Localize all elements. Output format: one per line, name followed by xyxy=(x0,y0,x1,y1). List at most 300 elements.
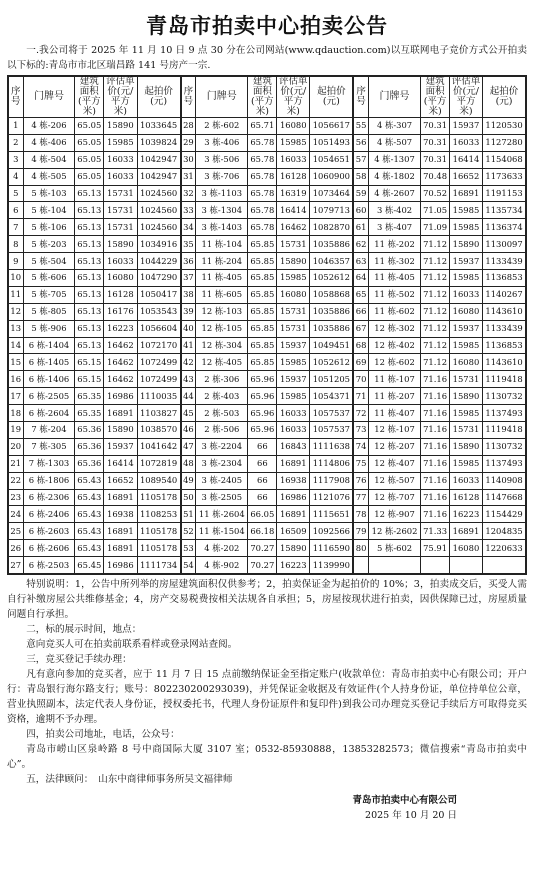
cell-unit: 12 栋-302 xyxy=(368,320,421,337)
cell-unit: 3 栋-2505 xyxy=(196,489,248,506)
table-row xyxy=(9,253,181,270)
cell-area: 71.09 xyxy=(421,219,450,236)
cell-start: 1054651 xyxy=(310,151,353,168)
cell-unit: 11 栋-1504 xyxy=(196,523,248,540)
header-area: 建筑面积(平方米) xyxy=(248,77,277,118)
cell-seq: 44 xyxy=(181,388,195,405)
cell-area: 65.85 xyxy=(248,270,277,287)
cell-area: 71.12 xyxy=(421,253,450,270)
cell-unit: 11 栋-2604 xyxy=(196,506,248,523)
cell-start: 1130732 xyxy=(483,438,526,455)
cell-unit: 11 栋-405 xyxy=(368,270,421,287)
table-row xyxy=(181,455,353,472)
header-area: 建筑面积(平方米) xyxy=(75,77,104,118)
cell-price: 16462 xyxy=(104,371,137,388)
cell-area: 65.78 xyxy=(248,219,277,236)
table-row xyxy=(9,168,181,185)
cell-unit: 5 栋-504 xyxy=(23,253,75,270)
cell-area: 71.16 xyxy=(421,506,450,523)
cell-price: 16033 xyxy=(104,151,137,168)
cell-unit: 12 栋-907 xyxy=(368,506,421,523)
cell-start: 1139990 xyxy=(310,557,353,574)
cell-unit: 12 栋-405 xyxy=(196,354,248,371)
table-row xyxy=(181,422,353,439)
cell-seq: 23 xyxy=(9,489,24,506)
header-seq: 序号 xyxy=(9,77,24,118)
cell-seq: 12 xyxy=(9,303,24,320)
cell-seq: 62 xyxy=(354,236,368,253)
cell-start: 1121076 xyxy=(310,489,353,506)
cell-price: 15890 xyxy=(104,422,137,439)
cell-seq: 49 xyxy=(181,472,195,489)
table-row xyxy=(181,405,353,422)
cell-seq: 60 xyxy=(354,202,368,219)
cell-price: 15985 xyxy=(277,354,310,371)
cell-price: 16652 xyxy=(104,472,137,489)
section-5-legal-advisor: 五，法律顾问： 山东中商律师事务所吴文福律师 xyxy=(26,774,233,786)
cell-start: 1056617 xyxy=(310,118,353,135)
cell-area: 71.16 xyxy=(421,438,450,455)
cell-seq: 58 xyxy=(354,168,368,185)
cell-start: 1050417 xyxy=(137,286,180,303)
cell-seq: 67 xyxy=(354,320,368,337)
cell-price: 16414 xyxy=(104,455,137,472)
cell-price: 15890 xyxy=(277,540,310,557)
cell-area: 65.78 xyxy=(248,202,277,219)
cell-start: 1072499 xyxy=(137,371,180,388)
cell-price: 16986 xyxy=(277,489,310,506)
cell-seq: 46 xyxy=(181,422,195,439)
cell-start: 1140908 xyxy=(483,472,526,489)
cell-start: 1130732 xyxy=(483,388,526,405)
cell-seq: 31 xyxy=(181,168,195,185)
cell-unit: 11 栋-405 xyxy=(196,270,248,287)
cell-area: 65.85 xyxy=(248,253,277,270)
cell-area: 65.43 xyxy=(75,540,104,557)
cell-start: 1204835 xyxy=(483,523,526,540)
table-row xyxy=(9,438,181,455)
cell-price: 16891 xyxy=(277,455,310,472)
table-row xyxy=(354,354,526,371)
cell-price: 15937 xyxy=(449,118,482,135)
cell-start: 1136853 xyxy=(483,270,526,287)
cell-start: 1116590 xyxy=(310,540,353,557)
cell-seq: 63 xyxy=(354,253,368,270)
cell-price: 16033 xyxy=(449,134,482,151)
header-start: 起拍价(元) xyxy=(310,77,353,118)
cell-seq: 39 xyxy=(181,303,195,320)
table-row xyxy=(354,489,526,506)
table-row xyxy=(9,236,181,253)
cell-unit: 4 栋-307 xyxy=(368,118,421,135)
cell-seq: 7 xyxy=(9,219,24,236)
cell-start: 1072819 xyxy=(137,455,180,472)
cell-area: 65.13 xyxy=(75,270,104,287)
table-row xyxy=(181,168,353,185)
cell-seq: 45 xyxy=(181,405,195,422)
section-2-title: 二，标的展示时间，地点： xyxy=(26,624,142,636)
table-row xyxy=(9,202,181,219)
cell-start: 1154429 xyxy=(483,506,526,523)
cell-unit: 12 栋-402 xyxy=(368,337,421,354)
cell-price: 16986 xyxy=(104,557,137,574)
cell-area: 65.15 xyxy=(75,354,104,371)
cell-area: 70.27 xyxy=(248,540,277,557)
cell-start: 1057537 xyxy=(310,405,353,422)
table-row xyxy=(9,388,181,405)
cell-start: 1136374 xyxy=(483,219,526,236)
cell-unit: 5 栋-906 xyxy=(23,320,75,337)
cell-start: 1140267 xyxy=(483,286,526,303)
cell-price: 15890 xyxy=(277,253,310,270)
table-row xyxy=(9,151,181,168)
cell-price: 15985 xyxy=(449,219,482,236)
cell-seq: 70 xyxy=(354,371,368,388)
cell-seq: 22 xyxy=(9,472,24,489)
cell-seq: 1 xyxy=(9,118,24,135)
cell-price: 16891 xyxy=(277,506,310,523)
cell-area: 66 xyxy=(248,438,277,455)
cell-start: 1072499 xyxy=(137,354,180,371)
cell-seq: 50 xyxy=(181,489,195,506)
section-4-body: 青岛市崂山区泉岭路 8 号中商国际大厦 3107 室；0532-85930888，13853282573；微信搜索“青岛市拍卖中心”。 xyxy=(7,744,527,771)
table-row xyxy=(354,337,526,354)
cell-unit: 4 栋-206 xyxy=(23,118,75,135)
cell-area: 65.43 xyxy=(75,506,104,523)
cell-start: 1105178 xyxy=(137,489,180,506)
table-row xyxy=(354,270,526,287)
cell-unit: 6 栋-2603 xyxy=(23,523,75,540)
cell-unit: 6 栋-2503 xyxy=(23,557,75,574)
header-seq: 序号 xyxy=(354,77,368,118)
cell-seq: 38 xyxy=(181,286,195,303)
cell-area: 65.05 xyxy=(75,151,104,168)
cell-start: 1057537 xyxy=(310,422,353,439)
cell-area: 71.12 xyxy=(421,236,450,253)
cell-unit: 12 栋-407 xyxy=(368,455,421,472)
cell-start: 1042947 xyxy=(137,151,180,168)
cell-area: 71.12 xyxy=(421,337,450,354)
cell-seq: 29 xyxy=(181,134,195,151)
cell-unit: 12 栋-507 xyxy=(368,472,421,489)
cell-area: 71.16 xyxy=(421,489,450,506)
cell-start: 1114806 xyxy=(310,455,353,472)
cell-start: 1052612 xyxy=(310,270,353,287)
cell-price: 15985 xyxy=(449,337,482,354)
cell-start: 1035886 xyxy=(310,320,353,337)
cell-area: 65.96 xyxy=(248,371,277,388)
cell-unit: 11 栋-605 xyxy=(196,286,248,303)
cell-seq: 74 xyxy=(354,438,368,455)
cell-area: 70.27 xyxy=(248,557,277,574)
cell-area: 71.05 xyxy=(421,202,450,219)
cell-start: 1133439 xyxy=(483,320,526,337)
cell-start: 1038570 xyxy=(137,422,180,439)
cell-unit: 6 栋-2606 xyxy=(23,540,75,557)
table-row xyxy=(181,388,353,405)
cell-seq: 9 xyxy=(9,253,24,270)
cell-price: 16176 xyxy=(104,303,137,320)
intro-paragraph: 一.我公司将于 2025 年 11 月 10 日 9 点 30 分在公司网站(www.qdauction.com)以互联网电子竞价方式公开拍卖以下标的:青岛市市北区瑞昌路 141 号房产一宗. xyxy=(7,45,527,71)
cell-unit: 3 栋-402 xyxy=(368,202,421,219)
cell-unit: 3 栋-406 xyxy=(196,134,248,151)
cell-price: 16033 xyxy=(277,422,310,439)
table-row xyxy=(181,202,353,219)
cell-area: 65.13 xyxy=(75,219,104,236)
cell-seq: 19 xyxy=(9,422,24,439)
cell-seq: 57 xyxy=(354,151,368,168)
cell-seq: 77 xyxy=(354,489,368,506)
cell-seq: 4 xyxy=(9,168,24,185)
cell-unit: 4 栋-202 xyxy=(196,540,248,557)
cell-start: 1108253 xyxy=(137,506,180,523)
cell-start: 1105178 xyxy=(137,540,180,557)
signature: 青岛市拍卖中心有限公司 xyxy=(352,795,457,807)
table-row xyxy=(181,540,353,557)
cell-start: 1173633 xyxy=(483,168,526,185)
cell-price: 16033 xyxy=(449,472,482,489)
cell-seq: 51 xyxy=(181,506,195,523)
table-row xyxy=(354,303,526,320)
table-row xyxy=(354,202,526,219)
cell-area: 65.71 xyxy=(248,118,277,135)
cell-price: 15985 xyxy=(449,405,482,422)
cell-unit: 5 栋-602 xyxy=(368,540,421,557)
cell-price: 15890 xyxy=(104,236,137,253)
cell-price: 15937 xyxy=(104,438,137,455)
table-row xyxy=(354,540,526,557)
cell-seq: 41 xyxy=(181,337,195,354)
cell-price: 16033 xyxy=(104,168,137,185)
cell-start: 1143610 xyxy=(483,303,526,320)
cell-area: 65.43 xyxy=(75,523,104,540)
cell-seq: 33 xyxy=(181,202,195,219)
table-row xyxy=(9,270,181,287)
cell-area: 65.13 xyxy=(75,337,104,354)
cell-price: 15985 xyxy=(449,455,482,472)
section-4-title: 四，拍卖公司地址，电话，公众号： xyxy=(26,729,180,741)
section-2-body: 意向竞买人可在拍卖前联系看样或登录网站查阅。 xyxy=(26,639,238,651)
table-row xyxy=(354,455,526,472)
cell-start: 1119418 xyxy=(483,422,526,439)
cell-unit: 11 栋-602 xyxy=(368,303,421,320)
cell-price: 16080 xyxy=(104,270,137,287)
cell-unit: 5 栋-805 xyxy=(23,303,75,320)
cell-area: 65.43 xyxy=(75,472,104,489)
cell-area: 65.35 xyxy=(75,388,104,405)
cell-start: 1060900 xyxy=(310,168,353,185)
cell-price: 16652 xyxy=(449,168,482,185)
table-row xyxy=(181,253,353,270)
cell-start: 1119418 xyxy=(483,371,526,388)
cell-start: 1117908 xyxy=(310,472,353,489)
cell-empty xyxy=(449,557,482,574)
cell-seq: 53 xyxy=(181,540,195,557)
table-row xyxy=(181,118,353,135)
cell-start: 1041642 xyxy=(137,438,180,455)
cell-price: 16128 xyxy=(104,286,137,303)
table-row xyxy=(181,320,353,337)
cell-start: 1072170 xyxy=(137,337,180,354)
cell-area: 66.18 xyxy=(248,523,277,540)
cell-area: 71.16 xyxy=(421,371,450,388)
table-row xyxy=(354,523,526,540)
cell-area: 65.96 xyxy=(248,422,277,439)
cell-price: 16033 xyxy=(449,286,482,303)
cell-price: 15937 xyxy=(277,371,310,388)
cell-start: 1120530 xyxy=(483,118,526,135)
table-row xyxy=(354,134,526,151)
cell-unit: 4 栋-1307 xyxy=(368,151,421,168)
table-row-empty xyxy=(354,557,526,574)
table-row xyxy=(354,219,526,236)
cell-unit: 7 栋-1303 xyxy=(23,455,75,472)
cell-seq: 71 xyxy=(354,388,368,405)
cell-area: 65.13 xyxy=(75,253,104,270)
header-start: 起拍价(元) xyxy=(137,77,180,118)
cell-unit: 3 栋-2204 xyxy=(196,438,248,455)
table-row xyxy=(9,523,181,540)
cell-price: 15731 xyxy=(277,303,310,320)
table-row xyxy=(354,236,526,253)
cell-start: 1024560 xyxy=(137,202,180,219)
cell-unit: 11 栋-202 xyxy=(368,236,421,253)
table-row xyxy=(9,118,181,135)
cell-seq: 3 xyxy=(9,151,24,168)
cell-seq: 14 xyxy=(9,337,24,354)
cell-seq: 66 xyxy=(354,303,368,320)
cell-seq: 56 xyxy=(354,134,368,151)
table-row xyxy=(354,438,526,455)
header-seq: 序号 xyxy=(181,77,195,118)
cell-seq: 78 xyxy=(354,506,368,523)
table-row xyxy=(354,253,526,270)
cell-area: 65.05 xyxy=(75,134,104,151)
cell-start: 1082870 xyxy=(310,219,353,236)
cell-unit: 3 栋-706 xyxy=(196,168,248,185)
cell-seq: 35 xyxy=(181,236,195,253)
header-price: 评估单价(元/平方米) xyxy=(449,77,482,118)
cell-seq: 76 xyxy=(354,472,368,489)
cell-price: 15985 xyxy=(277,388,310,405)
cell-area: 65.36 xyxy=(75,438,104,455)
cell-start: 1092566 xyxy=(310,523,353,540)
cell-start: 1052612 xyxy=(310,354,353,371)
cell-price: 16891 xyxy=(104,489,137,506)
cell-start: 1127280 xyxy=(483,134,526,151)
cell-price: 16033 xyxy=(277,405,310,422)
cell-area: 71.16 xyxy=(421,388,450,405)
cell-seq: 64 xyxy=(354,270,368,287)
cell-area: 65.13 xyxy=(75,185,104,202)
cell-price: 15985 xyxy=(449,202,482,219)
cell-unit: 5 栋-203 xyxy=(23,236,75,253)
cell-unit: 6 栋-2604 xyxy=(23,405,75,422)
cell-unit: 7 栋-305 xyxy=(23,438,75,455)
cell-area: 65.85 xyxy=(248,286,277,303)
cell-start: 1024560 xyxy=(137,185,180,202)
cell-unit: 3 栋-1304 xyxy=(196,202,248,219)
cell-price: 16033 xyxy=(104,253,137,270)
table-row xyxy=(354,506,526,523)
cell-price: 15731 xyxy=(277,236,310,253)
cell-unit: 2 栋-602 xyxy=(196,118,248,135)
table-row xyxy=(9,303,181,320)
cell-unit: 6 栋-1406 xyxy=(23,371,75,388)
notice-title: 青岛市拍卖中心拍卖公告 xyxy=(146,14,388,38)
cell-area: 65.85 xyxy=(248,303,277,320)
cell-seq: 73 xyxy=(354,422,368,439)
cell-area: 70.31 xyxy=(421,151,450,168)
cell-area: 65.13 xyxy=(75,236,104,253)
cell-unit: 2 栋-503 xyxy=(196,405,248,422)
cell-seq: 40 xyxy=(181,320,195,337)
section-3-title: 三，竞买登记手续办理： xyxy=(26,654,132,666)
cell-price: 15937 xyxy=(449,320,482,337)
cell-area: 65.13 xyxy=(75,202,104,219)
cell-area: 65.78 xyxy=(248,185,277,202)
cell-area: 65.85 xyxy=(248,320,277,337)
cell-seq: 11 xyxy=(9,286,24,303)
cell-unit: 2 栋-506 xyxy=(196,422,248,439)
cell-seq: 17 xyxy=(9,388,24,405)
table-row xyxy=(181,185,353,202)
table-row xyxy=(354,371,526,388)
table-row xyxy=(181,286,353,303)
table-row xyxy=(9,489,181,506)
cell-start: 1143610 xyxy=(483,354,526,371)
cell-price: 16128 xyxy=(449,489,482,506)
cell-price: 16462 xyxy=(104,354,137,371)
cell-area: 71.16 xyxy=(421,422,450,439)
cell-unit: 3 栋-1103 xyxy=(196,185,248,202)
cell-unit: 6 栋-1405 xyxy=(23,354,75,371)
cell-unit: 11 栋-107 xyxy=(368,371,421,388)
cell-seq: 69 xyxy=(354,354,368,371)
cell-price: 15731 xyxy=(104,202,137,219)
cell-start: 1035886 xyxy=(310,303,353,320)
cell-seq: 5 xyxy=(9,185,24,202)
cell-unit: 11 栋-302 xyxy=(368,253,421,270)
cell-unit: 11 栋-104 xyxy=(196,236,248,253)
table-row xyxy=(354,405,526,422)
cell-price: 15937 xyxy=(277,337,310,354)
table-row xyxy=(181,506,353,523)
cell-area: 70.48 xyxy=(421,168,450,185)
cell-price: 15731 xyxy=(104,219,137,236)
cell-unit: 3 栋-1403 xyxy=(196,219,248,236)
table-row xyxy=(181,270,353,287)
cell-area: 66 xyxy=(248,472,277,489)
cell-unit: 4 栋-2607 xyxy=(368,185,421,202)
cell-start: 1137493 xyxy=(483,405,526,422)
cell-price: 16128 xyxy=(277,168,310,185)
cell-price: 16891 xyxy=(104,523,137,540)
table-row xyxy=(354,118,526,135)
cell-unit: 6 栋-2406 xyxy=(23,506,75,523)
cell-seq: 16 xyxy=(9,371,24,388)
cell-seq: 27 xyxy=(9,557,24,574)
cell-unit: 12 栋-105 xyxy=(196,320,248,337)
cell-seq: 55 xyxy=(354,118,368,135)
cell-price: 16891 xyxy=(104,405,137,422)
cell-unit: 4 栋-406 xyxy=(23,134,75,151)
cell-price: 15731 xyxy=(277,320,310,337)
cell-start: 1079713 xyxy=(310,202,353,219)
cell-start: 1058868 xyxy=(310,286,353,303)
cell-seq: 18 xyxy=(9,405,24,422)
table-row xyxy=(354,151,526,168)
